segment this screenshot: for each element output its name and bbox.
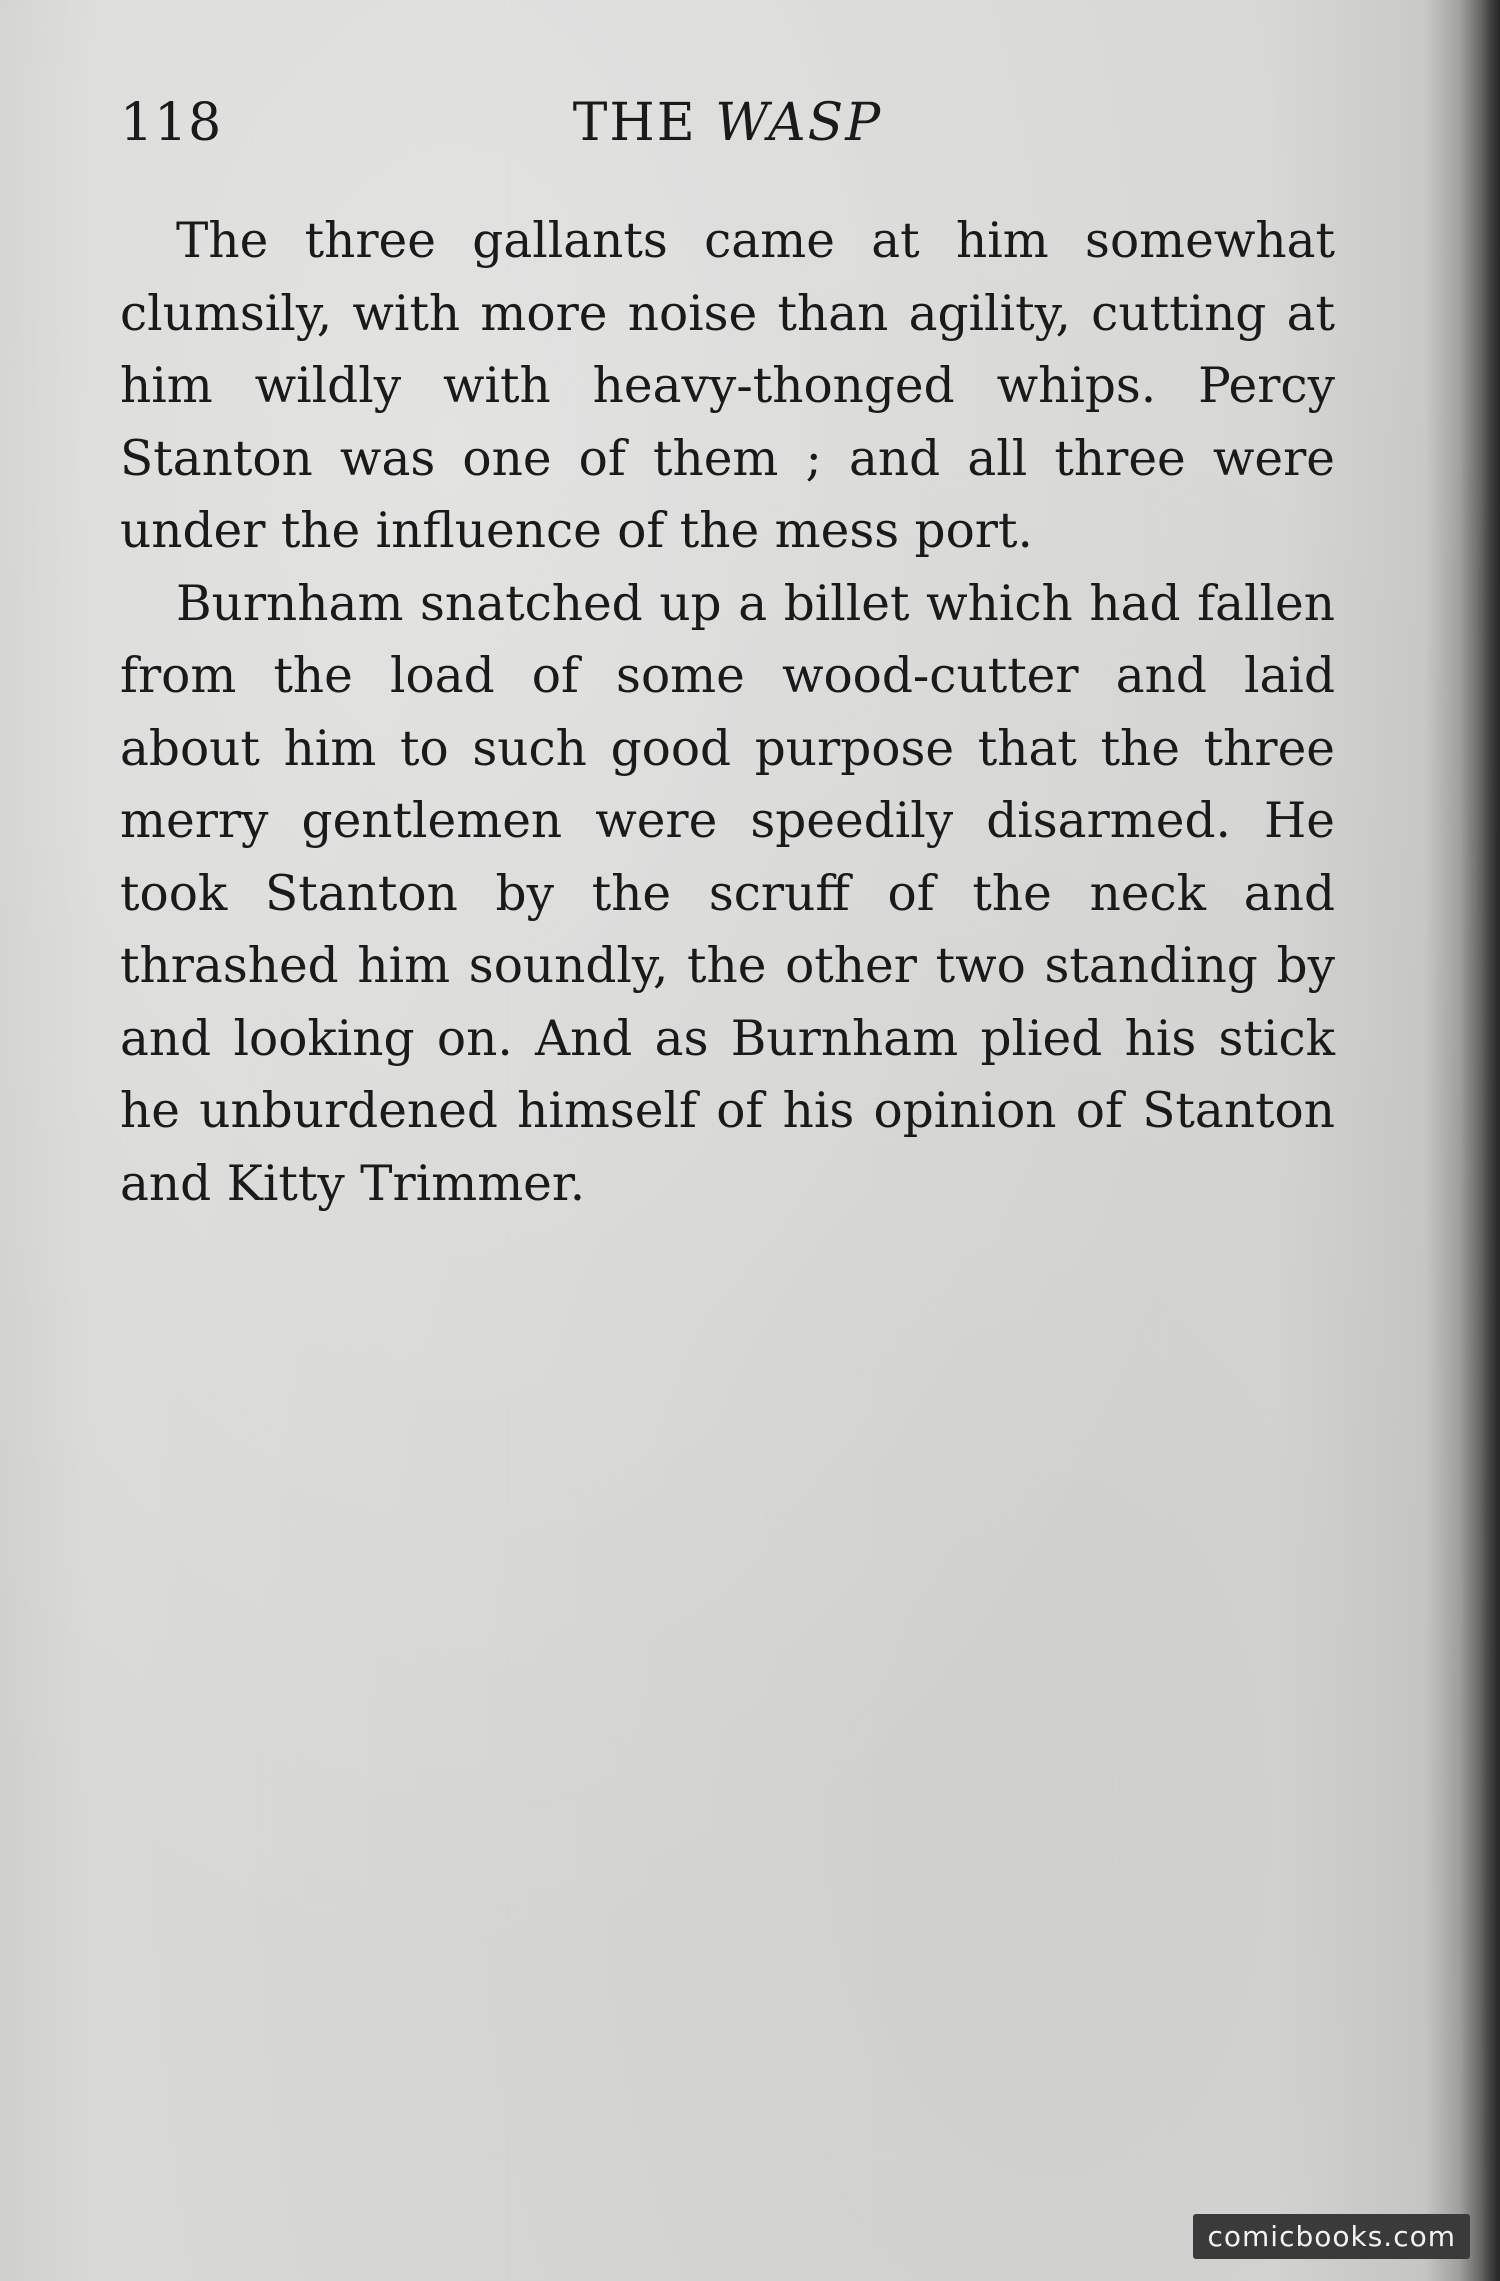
book-title-italic: WASP xyxy=(715,93,883,153)
book-title xyxy=(120,88,1335,158)
watermark-label: comicbooks.com xyxy=(1193,2214,1470,2259)
body-text xyxy=(120,205,1335,1220)
book-title-prefix: THE xyxy=(572,93,697,153)
spine-shadow xyxy=(1460,0,1500,2281)
paragraph-2: Burnham snatched up a billet which had fallen from the load of some wood-cutter and laid about him to such good purpose that the three merry gentlemen were speedily disarmed. He took Stanton by the scruff of the neck and thrashed him soundly, the other two standing by and looking on. And as Burnham plied his stick he unburdened himself of his opinion of Stanton and Kitty Trimmer. xyxy=(120,575,1335,1212)
page-number: 118 xyxy=(120,93,223,153)
paragraph-1: The three gallants came at him somewhat clumsily, with more noise than agility, cutting at him wildly with heavy-thonged whips. Percy Stanton was one of them ; and all three were under the influence of the mess port. xyxy=(120,213,1335,559)
running-head xyxy=(120,88,1335,158)
